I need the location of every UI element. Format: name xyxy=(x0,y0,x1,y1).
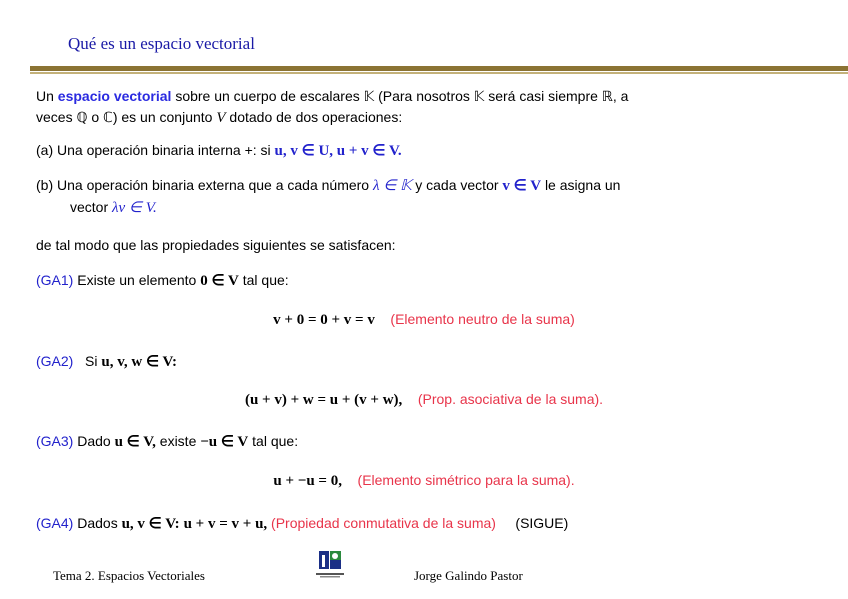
footer-right: Jorge Galindo Pastor xyxy=(414,568,523,583)
ga2-equation: (u + v) + w = u + (v + w), (Prop. asociativa de la suma). xyxy=(244,391,604,408)
item-b-line-2: vector λv ∈ V. xyxy=(70,199,157,216)
footer-left: Tema 2. Espacios Vectoriales xyxy=(53,568,205,583)
item-b-line-1: (b) Una operación binaria externa que a cada número λ ∈ 𝕂 y cada vector v ∈ V le asigna un xyxy=(36,177,621,194)
header-rule xyxy=(30,66,848,71)
intro-line-2: veces ℚ o ℂ) es un conjunto V dotado de dos operaciones: xyxy=(36,109,403,126)
term-espacio-vectorial: espacio vectorial xyxy=(57,88,172,104)
ga2-line: (GA2) Si u, v, w ∈ V: xyxy=(36,353,177,370)
ga3-line: (GA3) Dado u ∈ V, existe −u ∈ V tal que: xyxy=(36,433,299,450)
props-intro: de tal modo que las propiedades siguientes se satisfacen: xyxy=(36,237,396,253)
sigue-label: (SIGUE) xyxy=(515,515,569,531)
ga1-tag: (GA1) xyxy=(36,272,74,288)
ga4-line: (GA4) Dados u, v ∈ V: u + v = v + u, (Propiedad conmutativa de la suma) (SIGUE) xyxy=(36,515,569,532)
item-a: (a) Una operación binaria interna +: si u, v ∈ U, u + v ∈ V. xyxy=(36,142,402,159)
page-title: Qué es un espacio vectorial xyxy=(68,34,255,53)
ga1-equation: v + 0 = 0 + v = v (Elemento neutro de la suma) xyxy=(273,311,575,328)
ga4-tag: (GA4) xyxy=(36,515,74,531)
ga3-tag: (GA3) xyxy=(36,433,74,449)
ga2-tag: (GA2) xyxy=(36,353,74,369)
ga1-line: (GA1) Existe un elemento 0 ∈ V tal que: xyxy=(36,272,289,289)
ga3-equation: u + −u = 0, (Elemento simétrico para la suma). xyxy=(273,472,575,489)
header-rule-light xyxy=(30,72,848,74)
university-logo-icon xyxy=(314,549,346,579)
intro-line-1: Un espacio vectorial sobre un cuerpo de escalares 𝕂 (Para nosotros 𝕂 será casi siempre ℝ, a xyxy=(36,88,629,104)
